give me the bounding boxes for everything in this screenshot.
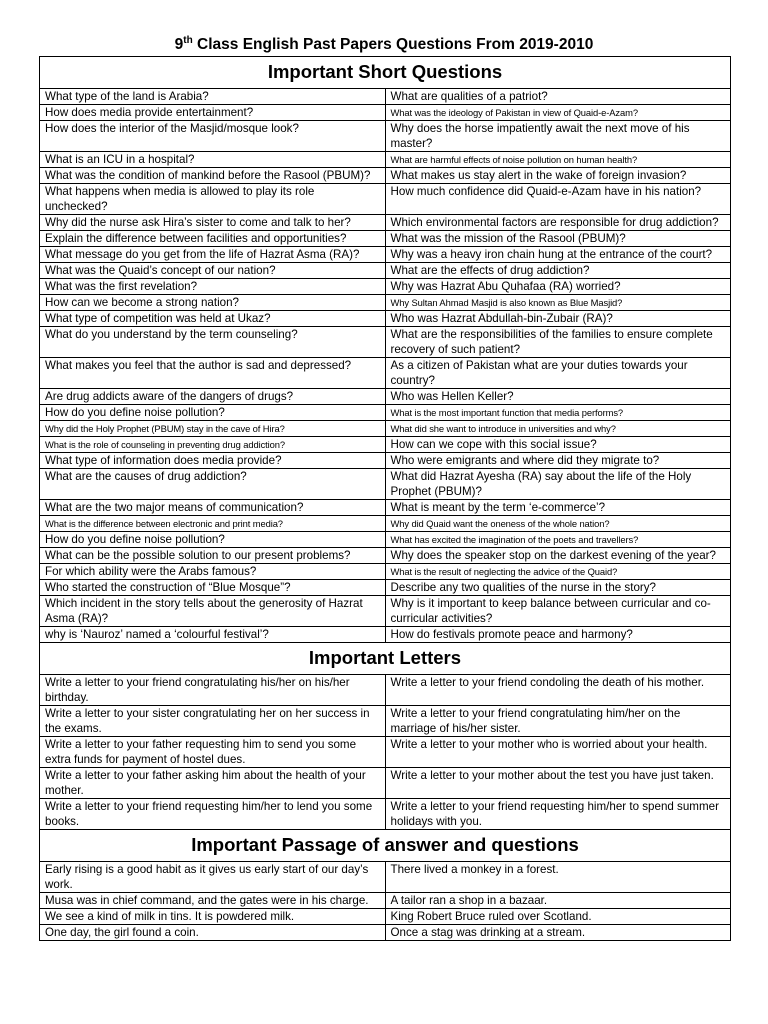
question-cell-left: What is the difference between electronic and print media? — [40, 516, 386, 532]
question-cell-left: What type of information does media provide? — [40, 453, 386, 469]
question-cell-right: A tailor ran a shop in a bazaar. — [385, 893, 731, 909]
question-cell-left: How do you define noise pollution? — [40, 532, 386, 548]
table-row — [40, 247, 731, 263]
question-cell-right: There lived a monkey in a forest. — [385, 862, 731, 893]
question-cell-right: What is the result of neglecting the advice of the Quaid? — [385, 564, 731, 580]
question-cell-left: why is ‘Nauroz’ named a ‘colourful festival’? — [40, 627, 386, 643]
question-cell-left: Write a letter to your friend congratulating his/her on his/her birthday. — [40, 675, 386, 706]
question-cell-left: Which incident in the story tells about the generosity of Hazrat Asma (RA)? — [40, 596, 386, 627]
questions-table-body — [40, 57, 731, 941]
question-cell-left: Write a letter to your father asking him about the health of your mother. — [40, 768, 386, 799]
question-cell-left: Write a letter to your sister congratulating her on her success in the exams. — [40, 706, 386, 737]
question-cell-left: Write a letter to your father requesting him to send you some extra funds for payment of hostel dues. — [40, 737, 386, 768]
question-cell-left: One day, the girl found a coin. — [40, 925, 386, 941]
table-row — [40, 421, 731, 437]
table-row — [40, 279, 731, 295]
question-cell-right: What is meant by the term ‘e-commerce’? — [385, 500, 731, 516]
question-cell-left: Write a letter to your friend requesting him/her to lend you some books. — [40, 799, 386, 830]
question-cell-right: Which environmental factors are responsible for drug addiction? — [385, 215, 731, 231]
table-row — [40, 564, 731, 580]
question-cell-left: What type of competition was held at Ukaz? — [40, 311, 386, 327]
question-cell-left: Are drug addicts aware of the dangers of drugs? — [40, 389, 386, 405]
question-cell-right: How can we cope with this social issue? — [385, 437, 731, 453]
question-cell-left: What are the causes of drug addiction? — [40, 469, 386, 500]
table-row — [40, 500, 731, 516]
table-row — [40, 580, 731, 596]
page-title — [0, 36, 768, 54]
table-row — [40, 389, 731, 405]
table-row — [40, 89, 731, 105]
table-row — [40, 768, 731, 799]
table-row — [40, 893, 731, 909]
question-cell-right: What are qualities of a patriot? — [385, 89, 731, 105]
question-cell-right: What are the responsibilities of the families to ensure complete recovery of such patient? — [385, 327, 731, 358]
question-cell-right: What makes us stay alert in the wake of foreign invasion? — [385, 168, 731, 184]
question-cell-right: What was the mission of the Rasool (PBUM)? — [385, 231, 731, 247]
question-cell-left: Why did the nurse ask Hira’s sister to come and talk to her? — [40, 215, 386, 231]
question-cell-right: How much confidence did Quaid-e-Azam have in his nation? — [385, 184, 731, 215]
question-cell-left: Early rising is a good habit as it gives us early start of our day’s work. — [40, 862, 386, 893]
question-cell-right: Why does the horse impatiently await the next move of his master? — [385, 121, 731, 152]
question-cell-left: What is the role of counseling in preventing drug addiction? — [40, 437, 386, 453]
title-text: Class English Past Papers Questions From 2019-2010 — [192, 36, 594, 53]
question-cell-right: King Robert Bruce ruled over Scotland. — [385, 909, 731, 925]
question-cell-left: Who started the construction of “Blue Mosque”? — [40, 580, 386, 596]
table-row — [40, 405, 731, 421]
question-cell-left: What type of the land is Arabia? — [40, 89, 386, 105]
table-row — [40, 909, 731, 925]
table-row — [40, 168, 731, 184]
table-row — [40, 152, 731, 168]
question-cell-right: Why does the speaker stop on the darkest evening of the year? — [385, 548, 731, 564]
question-cell-right: Write a letter to your mother about the test you have just taken. — [385, 768, 731, 799]
question-cell-left: What do you understand by the term counseling? — [40, 327, 386, 358]
question-cell-left: Explain the difference between facilities and opportunities? — [40, 231, 386, 247]
question-cell-left: How can we become a strong nation? — [40, 295, 386, 311]
question-cell-left: What was the Quaid’s concept of our nation? — [40, 263, 386, 279]
table-row — [40, 121, 731, 152]
question-cell-right: Why is it important to keep balance between curricular and co-curricular activities? — [385, 596, 731, 627]
question-cell-left: Why did the Holy Prophet (PBUM) stay in the cave of Hira? — [40, 421, 386, 437]
question-cell-right: As a citizen of Pakistan what are your duties towards your country? — [385, 358, 731, 389]
table-row — [40, 706, 731, 737]
question-cell-left: Musa was in chief command, and the gates were in his charge. — [40, 893, 386, 909]
question-cell-left: What are the two major means of communication? — [40, 500, 386, 516]
table-row — [40, 327, 731, 358]
question-cell-left: What happens when media is allowed to play its role unchecked? — [40, 184, 386, 215]
section-header-row — [40, 643, 731, 675]
question-cell-right: Who were emigrants and where did they migrate to? — [385, 453, 731, 469]
table-row — [40, 516, 731, 532]
question-cell-right: Write a letter to your mother who is worried about your health. — [385, 737, 731, 768]
question-cell-right: Who was Hazrat Abdullah-bin-Zubair (RA)? — [385, 311, 731, 327]
table-row — [40, 311, 731, 327]
table-row — [40, 215, 731, 231]
question-cell-right: Why was Hazrat Abu Quhafaa (RA) worried? — [385, 279, 731, 295]
question-cell-right: Write a letter to your friend requesting him/her to spend summer holidays with you. — [385, 799, 731, 830]
question-cell-left: How does the interior of the Masjid/mosque look? — [40, 121, 386, 152]
question-cell-right: Describe any two qualities of the nurse in the story? — [385, 580, 731, 596]
section-header-row — [40, 830, 731, 862]
table-row — [40, 184, 731, 215]
table-row — [40, 231, 731, 247]
section-heading: Important Letters — [40, 643, 731, 675]
question-cell-right: Write a letter to your friend congratulating him/her on the marriage of his/her sister. — [385, 706, 731, 737]
question-cell-left: What was the first revelation? — [40, 279, 386, 295]
question-cell-right: What was the ideology of Pakistan in view of Quaid-e-Azam? — [385, 105, 731, 121]
question-cell-left: What can be the possible solution to our present problems? — [40, 548, 386, 564]
table-row — [40, 263, 731, 279]
table-row — [40, 105, 731, 121]
table-row — [40, 737, 731, 768]
question-cell-right: What did she want to introduce in universities and why? — [385, 421, 731, 437]
question-cell-left: What was the condition of mankind before the Rasool (PBUM)? — [40, 168, 386, 184]
table-row — [40, 925, 731, 941]
table-row — [40, 862, 731, 893]
table-row — [40, 548, 731, 564]
table-row — [40, 453, 731, 469]
table-row — [40, 596, 731, 627]
table-row — [40, 799, 731, 830]
table-row — [40, 675, 731, 706]
question-cell-right: What has excited the imagination of the poets and travellers? — [385, 532, 731, 548]
section-heading: Important Passage of answer and questions — [40, 830, 731, 862]
table-row — [40, 532, 731, 548]
question-cell-right: Write a letter to your friend condoling the death of his mother. — [385, 675, 731, 706]
title-ordinal: th — [183, 34, 193, 46]
question-cell-right: What are the effects of drug addiction? — [385, 263, 731, 279]
question-cell-right: Why did Quaid want the oneness of the whole nation? — [385, 516, 731, 532]
questions-table — [39, 56, 731, 941]
table-row — [40, 469, 731, 500]
section-header-row — [40, 57, 731, 89]
section-heading: Important Short Questions — [40, 57, 731, 89]
question-cell-right: What did Hazrat Ayesha (RA) say about the life of the Holy Prophet (PBUM)? — [385, 469, 731, 500]
question-cell-right: Why Sultan Ahmad Masjid is also known as Blue Masjid? — [385, 295, 731, 311]
question-cell-left: We see a kind of milk in tins. It is powdered milk. — [40, 909, 386, 925]
title-grade: 9 — [174, 36, 184, 53]
question-cell-right: How do festivals promote peace and harmony? — [385, 627, 731, 643]
question-cell-right: What is the most important function that media performs? — [385, 405, 731, 421]
question-cell-right: Once a stag was drinking at a stream. — [385, 925, 731, 941]
question-cell-left: How do you define noise pollution? — [40, 405, 386, 421]
question-cell-right: Who was Hellen Keller? — [385, 389, 731, 405]
question-cell-left: What message do you get from the life of Hazrat Asma (RA)? — [40, 247, 386, 263]
table-row — [40, 358, 731, 389]
question-cell-left: For which ability were the Arabs famous? — [40, 564, 386, 580]
question-cell-left: What is an ICU in a hospital? — [40, 152, 386, 168]
table-row — [40, 437, 731, 453]
table-row — [40, 627, 731, 643]
question-cell-left: How does media provide entertainment? — [40, 105, 386, 121]
question-cell-right: Why was a heavy iron chain hung at the entrance of the court? — [385, 247, 731, 263]
table-row — [40, 295, 731, 311]
question-cell-left: What makes you feel that the author is sad and depressed? — [40, 358, 386, 389]
question-cell-right: What are harmful effects of noise pollution on human health? — [385, 152, 731, 168]
